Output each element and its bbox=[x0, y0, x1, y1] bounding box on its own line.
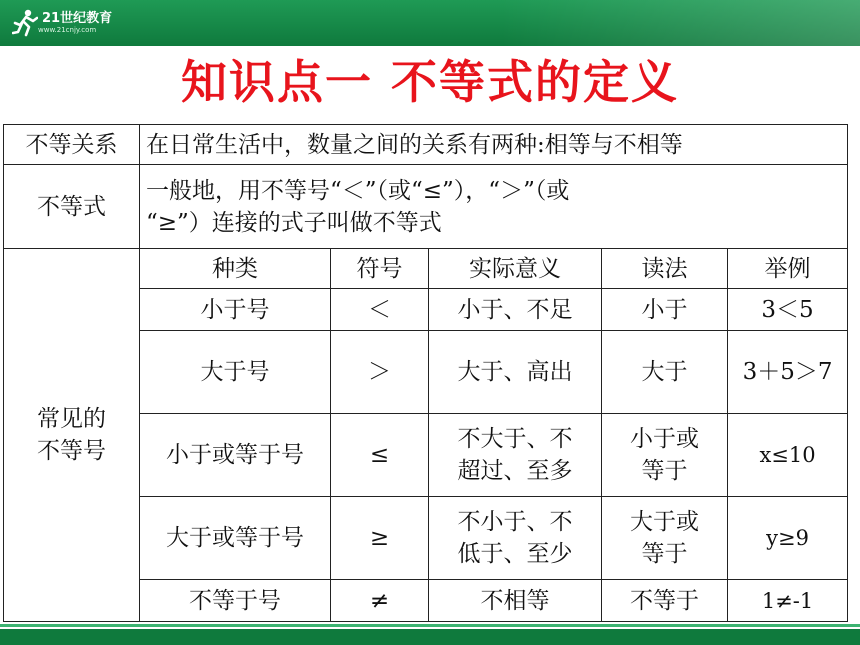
runner-icon bbox=[12, 8, 38, 38]
cell-reading bbox=[602, 497, 728, 580]
table-row bbox=[4, 125, 848, 165]
cell-symbol: ＞ bbox=[331, 331, 429, 414]
row-content-inequality bbox=[140, 165, 848, 249]
page-title: 知识点一 不等式的定义 bbox=[180, 55, 679, 109]
cell-meaning: 小于、不足 bbox=[429, 289, 602, 331]
cell-kind: 大于号 bbox=[140, 331, 331, 414]
cell-reading: 大于 bbox=[602, 331, 728, 414]
reading-line: 大于或 bbox=[630, 509, 699, 535]
table-row bbox=[4, 249, 848, 289]
col-header-example: 举例 bbox=[728, 249, 848, 289]
cell-symbol: ≠ bbox=[331, 580, 429, 622]
cell-meaning: 不相等 bbox=[429, 580, 602, 622]
label-line: 常见的 bbox=[37, 406, 106, 432]
cell-meaning bbox=[429, 414, 602, 497]
cell-example: 1≠-1 bbox=[728, 580, 848, 622]
meaning-line: 低于、至少 bbox=[457, 541, 573, 567]
cell-kind: 大于或等于号 bbox=[140, 497, 331, 580]
cell-kind: 小于号 bbox=[140, 289, 331, 331]
cell-meaning: 大于、高出 bbox=[429, 331, 602, 414]
cell-reading: 不等于 bbox=[602, 580, 728, 622]
cell-reading: 小于 bbox=[602, 289, 728, 331]
content-line: “≥”）连接的式子叫做不等式 bbox=[146, 209, 442, 236]
cell-example: y≥9 bbox=[728, 497, 848, 580]
cell-example: 3＜5 bbox=[728, 289, 848, 331]
reading-line: 等于 bbox=[641, 541, 688, 567]
col-header-reading: 读法 bbox=[602, 249, 728, 289]
header-bar bbox=[0, 0, 860, 46]
header-shine bbox=[500, 0, 860, 46]
footer-bar bbox=[0, 629, 860, 645]
definition-table bbox=[3, 124, 848, 622]
row-label-inequality: 不等式 bbox=[4, 165, 140, 249]
cell-reading bbox=[602, 414, 728, 497]
row-content-relation: 在日常生活中，数量之间的关系有两种:相等与不相等 bbox=[140, 125, 848, 165]
col-header-kind: 种类 bbox=[140, 249, 331, 289]
cell-symbol: ≥ bbox=[331, 497, 429, 580]
cell-symbol: ＜ bbox=[331, 289, 429, 331]
meaning-line: 超过、至多 bbox=[457, 458, 573, 484]
row-label-relation: 不等关系 bbox=[4, 125, 140, 165]
reading-line: 小于或 bbox=[630, 426, 699, 452]
cell-kind: 不等于号 bbox=[140, 580, 331, 622]
reading-line: 等于 bbox=[641, 458, 688, 484]
col-header-symbol: 符号 bbox=[331, 249, 429, 289]
footer-line bbox=[0, 624, 860, 627]
content-line: 一般地，用不等号“＜”（或“≤”），“＞”（或 bbox=[146, 177, 570, 204]
label-line: 不等号 bbox=[37, 438, 106, 464]
table-row bbox=[4, 165, 848, 249]
cell-symbol: ≤ bbox=[331, 414, 429, 497]
row-label-common-signs bbox=[4, 249, 140, 622]
cell-example: x≤10 bbox=[728, 414, 848, 497]
col-header-meaning: 实际意义 bbox=[429, 249, 602, 289]
logo bbox=[12, 6, 112, 40]
cell-example: 3＋5＞7 bbox=[728, 331, 848, 414]
meaning-line: 不小于、不 bbox=[457, 509, 573, 535]
meaning-line: 不大于、不 bbox=[457, 426, 573, 452]
cell-kind: 小于或等于号 bbox=[140, 414, 331, 497]
logo-url: www.21cnjy.com bbox=[38, 26, 97, 34]
logo-name: 21世纪教育 bbox=[42, 11, 113, 26]
cell-meaning bbox=[429, 497, 602, 580]
